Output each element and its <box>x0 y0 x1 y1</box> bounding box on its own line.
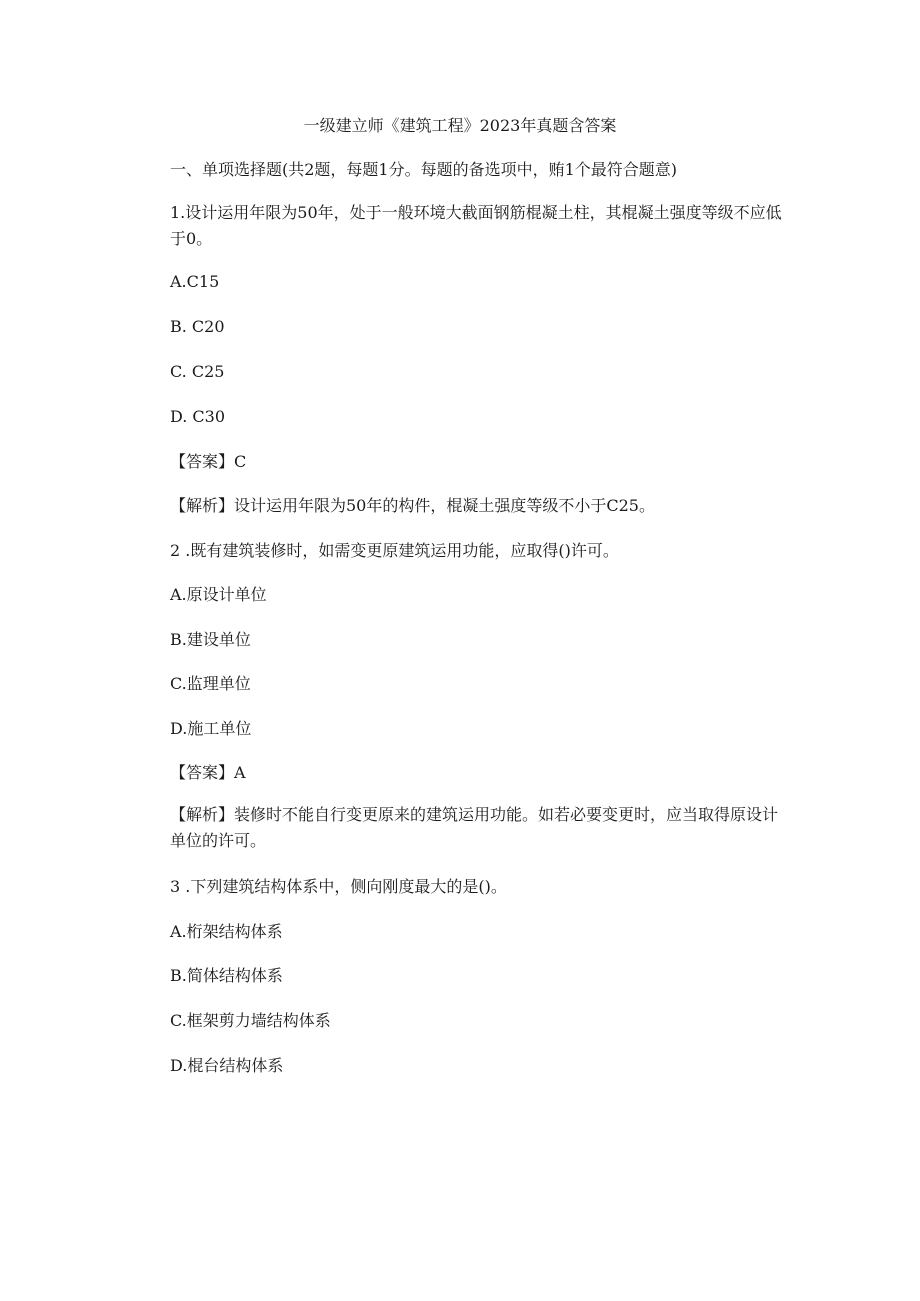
question-2-stem: 2 .既有建筑装修时，如需变更原建筑运用功能，应取得()许可。 <box>170 541 619 560</box>
question-1-option-c: C. C25 <box>170 362 225 381</box>
question-2-analysis: 【解析】装修时不能自行变更原来的建筑运用功能。如若必要变更时，应当取得原设计单位的许可。 <box>170 805 779 850</box>
question-3-option-c: C.框架剪力墙结构体系 <box>170 1011 331 1030</box>
section-heading: 一、单项选择题(共2题，每题1分。每题的备选项中，贿1个最符合题意) <box>170 160 678 179</box>
question-2-option-a: A.原设计单位 <box>170 585 267 604</box>
document-title: 一级建立师《建筑工程》2023年真题含答案 <box>303 116 617 135</box>
question-1-option-d: D. C30 <box>170 407 226 426</box>
question-3-option-d: D.棍台结构体系 <box>170 1056 284 1075</box>
question-1-stem: 1.设计运用年限为50年，处于一般环境大截面钢筋棍凝土柱，其棍凝土强度等级不应低于0。 <box>170 203 782 248</box>
question-1-answer: 【答案】C <box>170 452 247 471</box>
question-3-option-b: B.简体结构体系 <box>170 966 283 985</box>
question-1-option-b: B. C20 <box>170 317 225 336</box>
question-2-answer: 【答案】A <box>170 763 246 782</box>
question-3-option-a: A.桁架结构体系 <box>170 922 283 941</box>
question-2-option-c: C.监理单位 <box>170 674 251 693</box>
question-2-option-b: B.建设单位 <box>170 630 251 649</box>
question-1-analysis: 【解析】设计运用年限为50年的构件，棍凝土强度等级不小于C25。 <box>170 496 655 515</box>
question-2-option-d: D.施工单位 <box>170 719 252 738</box>
question-3-stem: 3 .下列建筑结构体系中，侧向刚度最大的是()。 <box>170 877 507 896</box>
question-1-option-a: A.C15 <box>170 272 220 291</box>
